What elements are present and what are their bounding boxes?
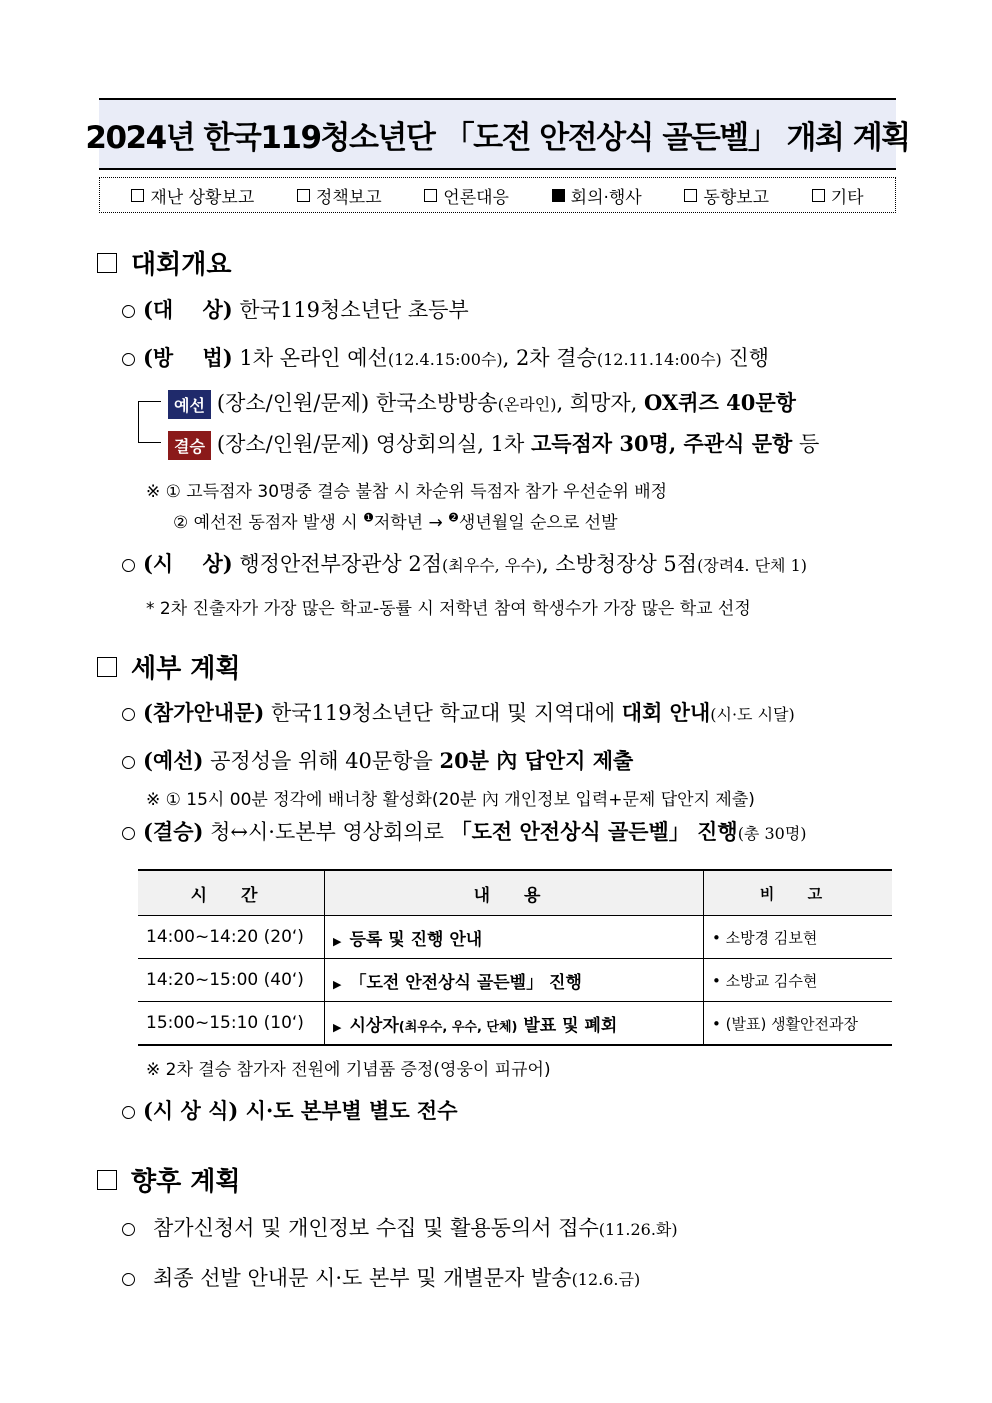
checkbox-checked-icon (552, 189, 565, 202)
square-bullet-icon (97, 1170, 117, 1190)
prelim-badge: 예선 (168, 390, 211, 419)
square-bullet-icon (97, 657, 117, 677)
category-checklist (99, 177, 896, 213)
checkbox-icon (684, 189, 697, 202)
content-cell: ▶ 시상자(최우수, 우수, 단체) 발표 및 폐회 (325, 1002, 704, 1046)
square-bullet-icon (97, 253, 117, 273)
detail-final: (결승) 청↔시·도본부 영상회의로 「도전 안전상식 골든벨」 진행(총 30명) (122, 816, 807, 846)
method-bracket (138, 401, 161, 443)
document-title: 2024년 한국119청소년단 「도전 안전상식 골든벨」 개최 계획 (85, 119, 910, 156)
content-cell: ▶ 「도전 안전상식 골든벨」 진행 (325, 959, 704, 1002)
final-badge: 결승 (168, 431, 211, 460)
circle-bullet-icon (122, 1106, 135, 1119)
section-overview-heading: 대회개요 (97, 244, 231, 281)
remark-cell: • 소방경 김보현 (704, 916, 893, 959)
checkbox-icon (297, 189, 310, 202)
triangle-bullet-icon: ▶ (333, 1020, 342, 1034)
circle-bullet-icon (122, 559, 135, 572)
column-header-remark: 비 고 (704, 870, 893, 916)
final-detail: 결승 (장소/인원/문제) 영상회의실, 1차 고득점자 30명, 주관식 문항 등 (168, 428, 819, 460)
overview-award: (시 상) 행정안전부장관상 2점(최우수, 우수), 소방청장상 5점(장려4. 단체 1) (122, 548, 807, 578)
category-meeting[interactable]: 회의·행사 (552, 183, 642, 208)
future-item-1: 참가신청서 및 개인정보 수집 및 활용동의서 접수(11.26.화) (122, 1212, 678, 1242)
future-item-2: 최종 선발 안내문 시·도 본부 및 개별문자 발송(12.6.금) (122, 1262, 640, 1292)
detail-info: (참가안내문) 한국119청소년단 학교대 및 지역대에 대회 안내(시·도 시달) (122, 697, 795, 727)
note-school-award: * 2차 진출자가 가장 많은 학교-동률 시 저학년 참여 학생수가 가장 많은 학교 선정 (146, 599, 751, 619)
category-disaster[interactable]: 재난 상황보고 (131, 183, 254, 208)
circle-bullet-icon (122, 1223, 135, 1236)
table-header-row (138, 870, 892, 916)
schedule-table (138, 869, 892, 1046)
remark-cell: • 소방교 김수현 (704, 959, 893, 1002)
note-tiebreak: ② 예선전 동점자 발생 시 $^❶$저학년 → $^❷$생년월일 순으로 선발 (173, 510, 618, 533)
table-row (138, 959, 892, 1002)
time-cell: 14:20~15:00 (40‘) (138, 959, 325, 1002)
checkbox-icon (131, 189, 144, 202)
table-row (138, 916, 892, 959)
category-other[interactable]: 기타 (812, 183, 864, 208)
column-header-time: 시 간 (138, 870, 325, 916)
note-banner: ※ ① 15시 00분 정각에 배너창 활성화(20분 內 개인정보 입력+문제 답안지 제출) (146, 790, 755, 810)
detail-ceremony: (시 상 식) 시·도 본부별 별도 전수 (122, 1095, 458, 1125)
column-header-content: 내 용 (325, 870, 704, 916)
circle-bullet-icon (122, 1273, 135, 1286)
note-souvenir: ※ 2차 결승 참가자 전원에 기념품 증정(영웅이 피규어) (146, 1060, 551, 1080)
triangle-bullet-icon: ▶ (333, 977, 342, 991)
document-title-box (85, 98, 910, 170)
detail-prelim: (예선) 공정성을 위해 40문항을 20분 內 답안지 제출 (122, 745, 633, 775)
circle-bullet-icon (122, 708, 135, 721)
circle-bullet-icon (122, 756, 135, 769)
circle-bullet-icon (122, 353, 135, 366)
overview-method: (방 법) 1차 온라인 예선(12.4.15:00수), 2차 결승(12.11.14:00수) 진행 (122, 342, 769, 372)
table-row (138, 1002, 892, 1046)
triangle-bullet-icon: ▶ (333, 934, 342, 948)
time-cell: 15:00~15:10 (10‘) (138, 1002, 325, 1046)
category-policy[interactable]: 정책보고 (297, 183, 382, 208)
content-cell: ▶ 등록 및 진행 안내 (325, 916, 704, 959)
section-future-heading: 향후 계획 (97, 1161, 241, 1198)
circle-bullet-icon (122, 827, 135, 840)
time-cell: 14:00~14:20 (20‘) (138, 916, 325, 959)
note-priority: ※ ① 고득점자 30명중 결승 불참 시 차순위 득점자 참가 우선순위 배정 (146, 482, 668, 502)
category-trend[interactable]: 동향보고 (684, 183, 769, 208)
overview-target: (대 상) 한국119청소년단 초등부 (122, 294, 469, 324)
remark-cell: • (발표) 생활안전과장 (704, 1002, 893, 1046)
category-press[interactable]: 언론대응 (424, 183, 509, 208)
checkbox-icon (424, 189, 437, 202)
checkbox-icon (812, 189, 825, 202)
section-detail-heading: 세부 계획 (97, 648, 241, 685)
prelim-detail: 예선 (장소/인원/문제) 한국소방방송(온라인), 희망자, OX퀴즈 40문항 (168, 387, 796, 419)
circle-bullet-icon (122, 305, 135, 318)
